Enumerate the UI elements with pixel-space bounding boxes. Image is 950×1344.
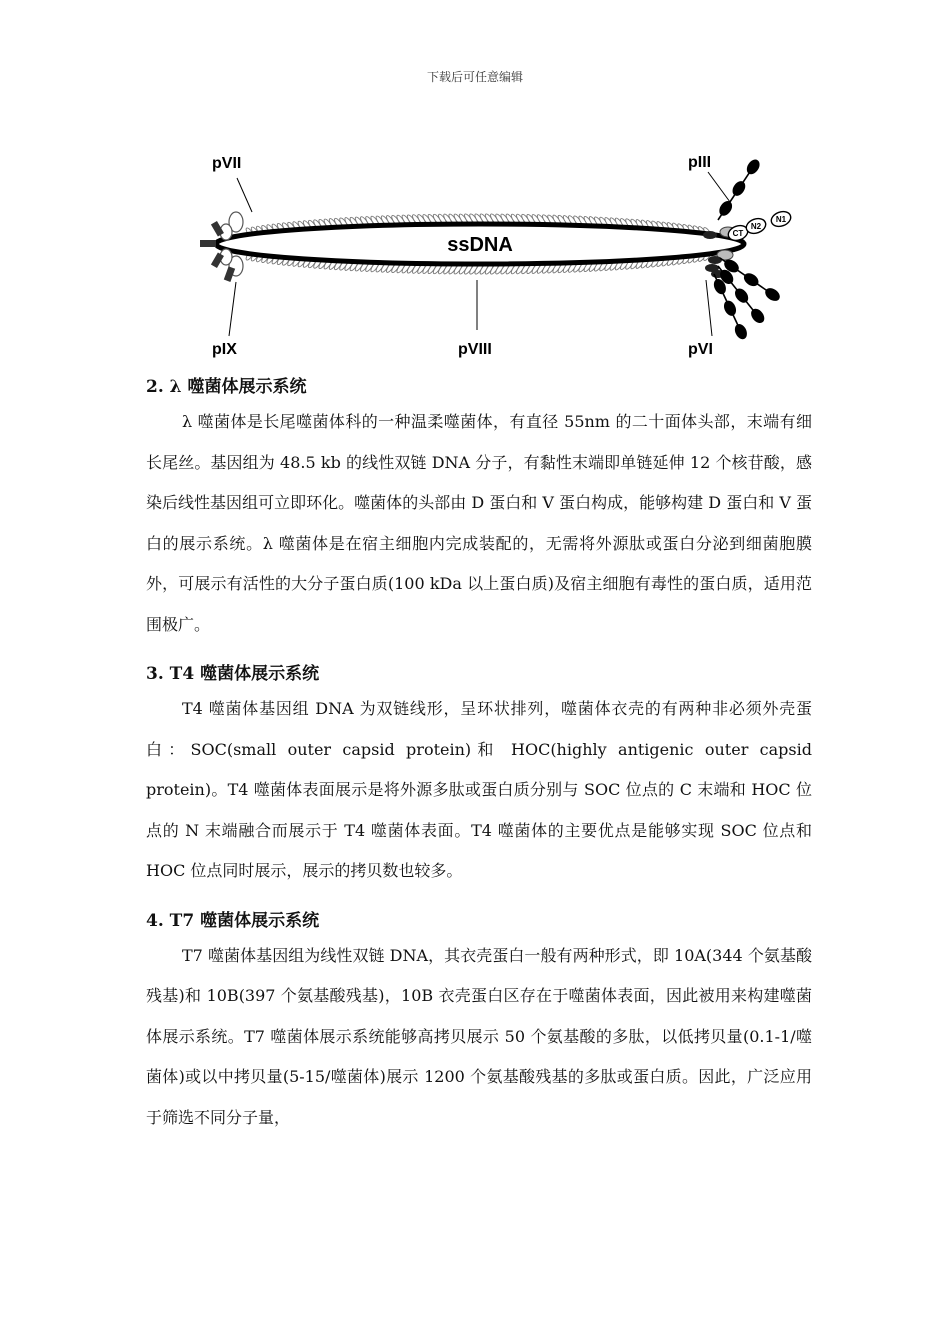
ssdna-label: ssDNA [447, 234, 513, 256]
page-header: 下载后可任意编辑 [426, 70, 523, 84]
ct-label: CT [732, 229, 744, 238]
pvi-pointer [706, 280, 712, 336]
document-body [146, 372, 812, 1138]
piii-domain [730, 179, 748, 198]
pix-label: pIX [212, 341, 237, 358]
section-heading: 3. T4 噬菌体展示系统 [146, 664, 320, 684]
section-paragraph [146, 689, 812, 892]
paragraph-text: T4 噬菌体基因组 DNA 为双链线形，呈环状排列，噬菌体衣壳的有两种非必须外壳蛋白：SOC(small outer capsid protein)和 HOC(highly antigenic outer capsid protein)。T4 噬菌体表面展示是将外源多肽或蛋白质分别与 SOC 位点的 C 末端和 HOC 位点的 N 末端融合而展示于 T4 噬菌体表面。T4 噬菌体的主要优点是能够实现 SOC 位点和 HOC 位点同时展示，展示的拷贝数也较多。 [146, 699, 812, 880]
paragraph-text: λ 噬菌体是长尾噬菌体科的一种温柔噬菌体，有直径 55nm 的二十面体头部，末端有细长尾丝。基因组为 48.5 kb 的线性双链 DNA 分子，有黏性末端即单链延伸 12 个核苷酸，感染后线性基因组可立即环化。噬菌体的头部由 D 蛋白和 V 蛋白构成，能够构建 D 蛋白和 V 蛋白的展示系统。λ 噬菌体是在宿主细胞内完成装配的，无需将外源肽或蛋白分泌到细菌胞膜外，可展示有活性的大分子蛋白质(100 kDa 以上蛋白质)及宿主细胞有毒性的蛋白质，适用范围极广。 [146, 412, 812, 634]
pvii-label: pVII [212, 155, 242, 172]
piii-domain [733, 322, 750, 341]
piii-domain [732, 286, 751, 305]
n1-label: N1 [775, 215, 787, 224]
piii-domain [744, 157, 762, 176]
phage-diagram-svg [190, 140, 810, 370]
n2-label: N2 [750, 222, 762, 231]
pix-pointer [229, 282, 236, 336]
piii-domain [722, 299, 739, 318]
section-t4 [146, 659, 812, 892]
section-heading: 2. λ 噬菌体展示系统 [146, 377, 307, 397]
paragraph-text: T7 噬菌体基因组为线性双链 DNA，其衣壳蛋白一般有两种形式，即 10A(344 个氨基酸残基)和 10B(397 个氨基酸残基)，10B 衣壳蛋白区存在于噬菌体表面，因此被用来构建噬菌体展示系统。T7 噬菌体展示系统能够高拷贝展示 50 个氨基酸的多肽，以低拷贝量(0.1-1/噬菌体)或以中拷贝量(5-15/噬菌体)展示 1200 个氨基酸残基的多肽或蛋白质。因此，广泛应用于筛选不同分子量， [146, 945, 812, 1127]
piii-domain [748, 306, 767, 325]
pvii-pointer [237, 178, 252, 212]
piii-domain [717, 199, 735, 218]
piii-domain [741, 271, 760, 289]
section-t7 [146, 906, 812, 1139]
pvi-label: pVI [688, 341, 713, 358]
section-lambda [146, 372, 812, 645]
piii-label: pIII [688, 154, 712, 171]
piii-pointer [708, 172, 730, 202]
piii-domain [763, 285, 782, 303]
section-paragraph [146, 936, 812, 1139]
section-paragraph [146, 402, 812, 645]
pviii-label: pVIII [458, 341, 492, 358]
section-heading: 4. T7 噬菌体展示系统 [146, 910, 320, 931]
phage-diagram [190, 140, 810, 370]
